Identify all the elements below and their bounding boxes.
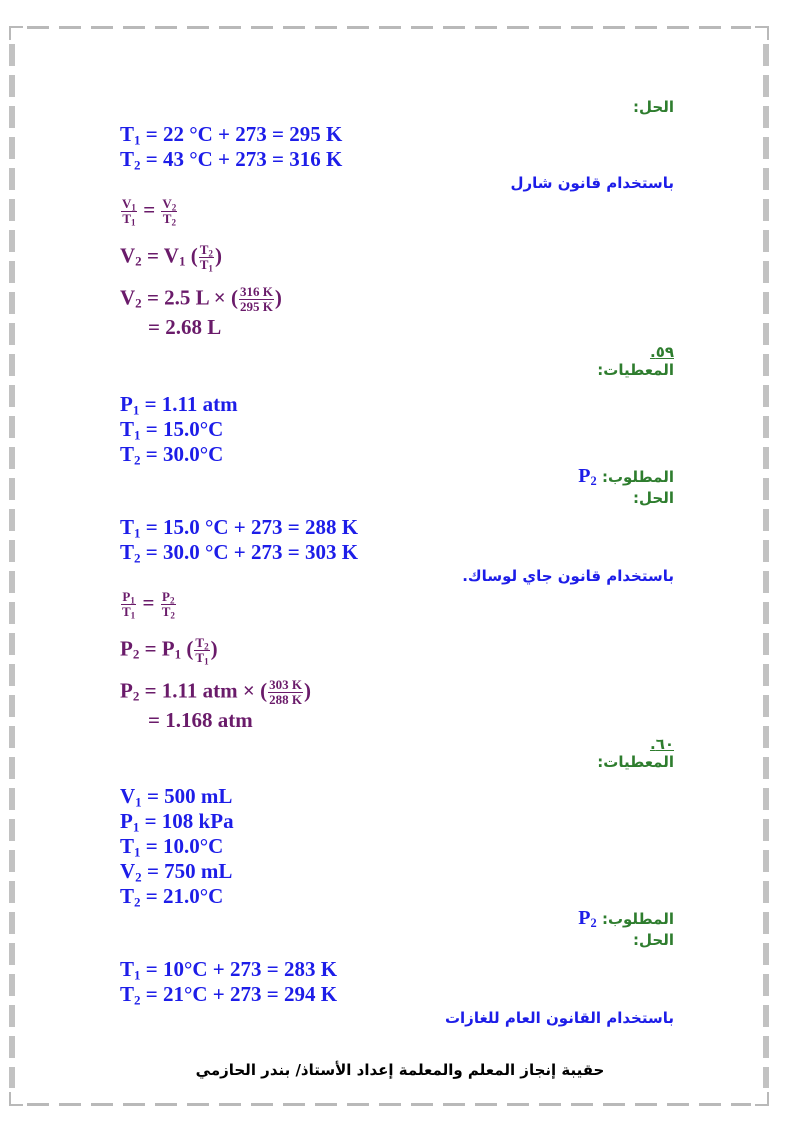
equation-t1: $T_1 = 10^\circ C + 273 = 283$ K — [120, 957, 338, 983]
law-statement: باستخدام قانون جاي لوساك. — [462, 567, 674, 585]
required-value: $P_2$ — [578, 907, 597, 931]
equation-t2: $T_2 = 30.0$ °C + 273 = 303 K — [120, 540, 359, 566]
equation-t1: $T_1 = 22$ °C + 273 = 295 K — [120, 122, 343, 148]
law-statement: باستخدام القانون العام للغازات — [444, 1009, 674, 1027]
solution-label: الحل: — [633, 489, 674, 507]
border-corner — [755, 26, 769, 40]
given-v1: $V_1 = 500$ mL — [120, 784, 233, 810]
givens-label: المعطيات: — [597, 361, 674, 379]
v2-result: = 2.68 L — [148, 315, 222, 339]
given-p1: $P_1 = 1.11$ atm — [120, 392, 238, 418]
border-corner — [755, 1092, 769, 1106]
gay-lussac-formula: $\frac{P_1}{T_1}$ = $\frac{P_2}{T_2}$ — [122, 589, 175, 621]
border-corner — [9, 1092, 23, 1106]
p2-calculation: $P_2 = 1.11$ atm × ( $\frac{303 K}{288 K}$ ) — [120, 677, 311, 707]
given-t2: $T_2 = 30.0^\circ C$ — [120, 442, 224, 468]
given-t1: $T_1 = 15.0^\circ C$ — [120, 417, 224, 443]
given-p1: $P_1 = 108$ kPa — [120, 809, 234, 835]
p2-result: = 1.168 atm — [148, 708, 253, 732]
given-v2: $V_2 = 750$ mL — [120, 859, 233, 885]
v2-formula: $V_2 = V_1$ ( $\frac{T_2}{T_1}$ ) — [120, 242, 222, 274]
required-line: المطلوب: $P_2$ — [578, 465, 674, 489]
solution-label: الحل: — [633, 931, 674, 949]
law-statement: باستخدام قانون شارل — [510, 174, 674, 192]
charles-law-formula: $\frac{V_1}{T_1}$ = $\frac{V_2}{T_2}$ — [122, 196, 177, 228]
equation-t2: $T_2 = 21^\circ C + 273 = 294$ K — [120, 982, 338, 1008]
border-top — [27, 26, 751, 29]
v2-calculation: $V_2 = 2.5$ L × ( $\frac{316 K}{295 K}$ ) — [120, 284, 282, 314]
equation-t2: $T_2 = 43$ °C + 273 = 316 K — [120, 147, 343, 173]
given-t2: $T_2 = 21.0^\circ C$ — [120, 884, 224, 910]
question-number: ٥٩. — [649, 343, 674, 361]
given-t1: $T_1 = 10.0^\circ C$ — [120, 834, 224, 860]
required-line: المطلوب: $P_2$ — [578, 907, 674, 931]
question-number: ٦٠. — [649, 735, 674, 753]
p2-formula: $P_2 = P_1$ ( $\frac{T_2}{T_1}$ ) — [120, 635, 218, 667]
givens-label: المعطيات: — [597, 753, 674, 771]
border-left — [9, 44, 15, 1088]
border-right — [763, 44, 769, 1088]
equation-t1: $T_1 = 15.0$ °C + 273 = 288 K — [120, 515, 359, 541]
solution-label: الحل: — [633, 98, 674, 116]
border-corner — [9, 26, 23, 40]
page-footer: حقيبة إنجاز المعلم والمعلمة إعداد الأستاذ/ بندر الحازمي — [195, 1061, 605, 1079]
required-value: $P_2$ — [578, 465, 597, 489]
border-bottom — [27, 1103, 751, 1106]
